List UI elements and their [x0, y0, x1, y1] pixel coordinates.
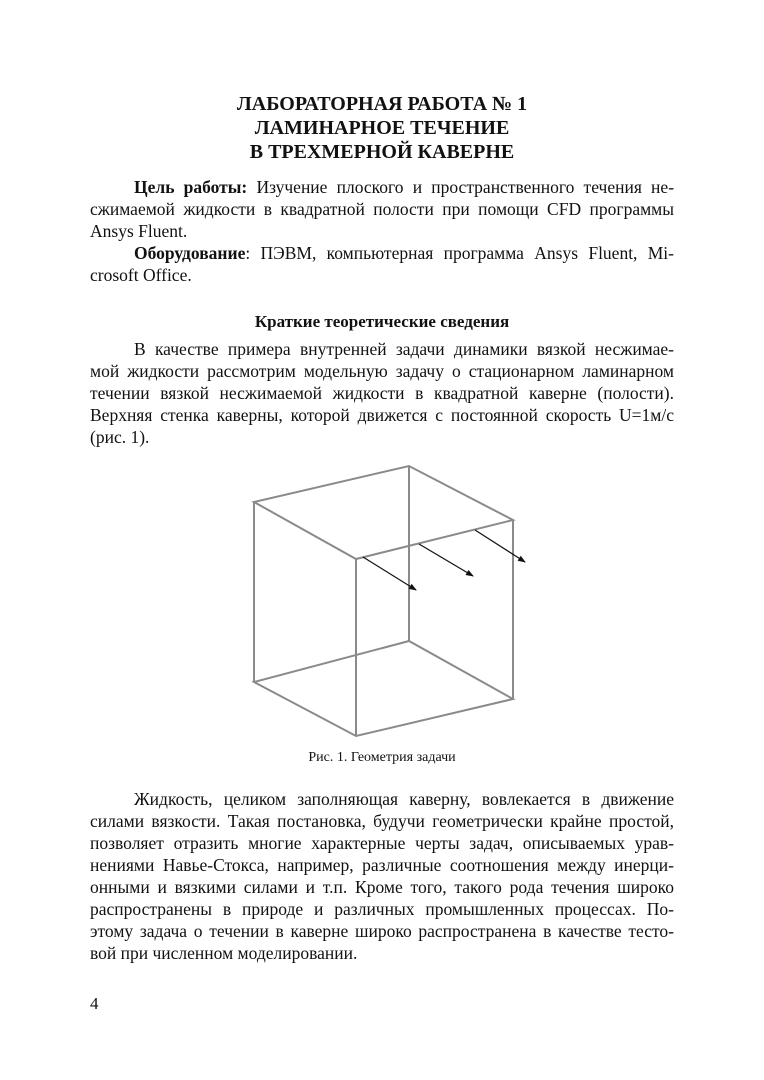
velocity-arrows: [363, 530, 525, 590]
equipment-text-2: crosoft Office.: [90, 265, 192, 285]
cube-top-face: [254, 466, 513, 559]
cavity-geometry-figure: [236, 458, 536, 748]
equipment-text-1: : ПЭВМ, компьютерная программа Ansys Fluent, Mi-: [245, 243, 674, 263]
goal-text-3: Ansys Fluent.: [90, 221, 188, 241]
page-title: [0, 92, 764, 164]
title-line-2: ЛАМИНАРНОЕ ТЕЧЕНИЕ: [254, 117, 510, 139]
theory-line: течении вязкой несжимаемой жидкости в квадратной каверне (полости).: [90, 383, 674, 403]
title-line-1: ЛАБОРАТОРНАЯ РАБОТА № 1: [236, 93, 528, 115]
title-line-3: В ТРЕХМЕРНОЙ КАВЕРНЕ: [249, 141, 515, 163]
theory-line: (рис. 1).: [90, 427, 150, 447]
body-line: этому задача о течении в каверне широко распространена в качестве тесто-: [90, 921, 674, 941]
body-line: нениями Навье-Стокса, например, различные соотношения между инерци-: [90, 855, 674, 875]
goal-paragraph: [90, 176, 674, 242]
page-number: 4: [90, 994, 99, 1013]
theory-line: Верхняя стенка каверны, которой движется с постоянной скорость U=1м/с: [90, 405, 674, 425]
body-line: силами вязкости. Такая постановка, будучи геометрически крайне простой,: [90, 811, 674, 831]
velocity-arrow: [419, 544, 473, 576]
body-line: позволяет отразить многие характерные черты задач, описываемых урав-: [90, 833, 674, 853]
body-line: вой при численном моделировании.: [90, 943, 358, 963]
goal-text-1: Изучение плоского и пространственного течения не-: [256, 177, 675, 197]
equipment-paragraph: [90, 242, 674, 286]
equipment-label: Оборудование: [134, 243, 246, 263]
cube-wireframe: [254, 466, 513, 736]
theory-paragraph: [90, 338, 674, 448]
cube-bottom-face: [254, 641, 513, 736]
body-line: онными и вязкими силами и т.п. Кроме того, такого рода течения широко: [90, 877, 674, 897]
body-paragraph: [90, 788, 674, 964]
figure-caption: Рис. 1. Геометрия задачи: [308, 750, 456, 765]
body-line: распространены в природе и различных промышленных процессах. По-: [90, 899, 674, 919]
goal-label: Цель работы:: [134, 177, 248, 197]
theory-line: В качестве примера внутренней задачи динамики вязкой несжимае-: [134, 339, 674, 359]
section-heading: Краткие теоретические сведения: [254, 312, 510, 331]
theory-line: мой жидкости рассмотрим модельную задачу о стационарном ламинарном: [90, 361, 674, 381]
velocity-arrow: [475, 530, 525, 562]
goal-text-2: сжимаемой жидкости в квадратной полости при помощи CFD программы: [90, 199, 674, 219]
body-line: Жидкость, целиком заполняющая каверну, вовлекается в движение: [134, 789, 674, 809]
